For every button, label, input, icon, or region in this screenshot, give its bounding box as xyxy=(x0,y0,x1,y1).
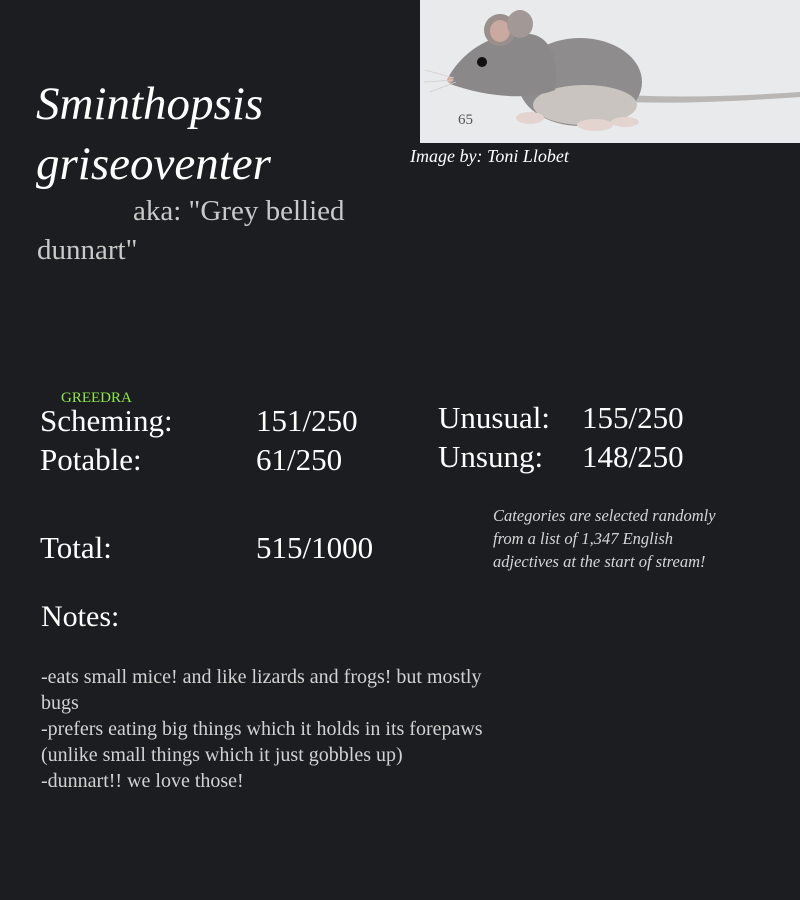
species-illustration xyxy=(420,0,800,143)
stat-value-potable: 61/250 xyxy=(256,442,343,477)
stat-label-scheming: Scheming: xyxy=(40,403,173,438)
stat-label-potable: Potable: xyxy=(40,442,142,477)
species-name: Sminthopsis griseoventer xyxy=(36,78,271,190)
notes-heading: Notes: xyxy=(41,600,120,633)
image-credit: Image by: Toni Llobet xyxy=(410,146,569,166)
stat-label-unsung: Unsung: xyxy=(438,439,544,474)
tag-label: GREEDRA xyxy=(61,390,132,406)
stat-value-unusual: 155/250 xyxy=(582,400,684,435)
note-item: -prefers eating big things which it holds in its forepaws (unlike small things which it just gobbles up) xyxy=(41,718,483,766)
total-value: 515/1000 xyxy=(256,530,374,565)
common-name: aka: "Grey bellied dunnart" xyxy=(37,195,345,266)
dunnart-illustration xyxy=(420,0,800,143)
stat-value-scheming: 151/250 xyxy=(256,403,358,438)
note-item: -eats small mice! and like lizards and frogs! but mostly bugs xyxy=(41,666,482,714)
stat-label-unusual: Unusual: xyxy=(438,400,550,435)
notes-list xyxy=(41,664,521,794)
plate-number: 65 xyxy=(458,112,473,128)
note-item: -dunnart!! we love those! xyxy=(41,770,244,792)
total-label: Total: xyxy=(40,530,112,565)
categories-note: Categories are selected randomly from a list of 1,347 English adjectives at the start of stream! xyxy=(493,506,716,571)
stat-value-unsung: 148/250 xyxy=(582,439,684,474)
